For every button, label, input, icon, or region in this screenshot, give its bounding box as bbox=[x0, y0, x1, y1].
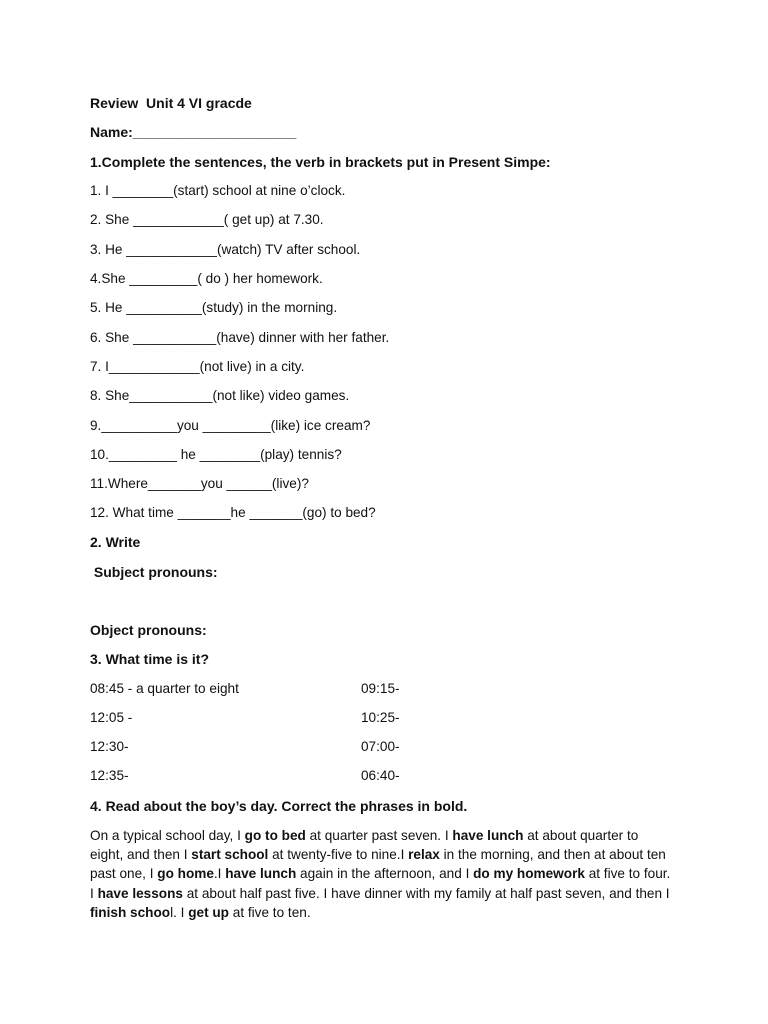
worksheet-title: Review Unit 4 VI gracde bbox=[90, 95, 252, 111]
exercise-item-10: 10._________ he ________(play) tennis? bbox=[90, 447, 342, 462]
paragraph-text: at five to four. I bbox=[90, 866, 671, 901]
time-item-left-4: 12:35- bbox=[90, 768, 129, 783]
bold-phrase: go to bed bbox=[244, 828, 306, 843]
name-field-label: Name:_____________________ bbox=[90, 124, 297, 140]
exercise-item-8: 8. She___________(not like) video games. bbox=[90, 388, 350, 403]
paragraph-text: at twenty-five to nine.I bbox=[268, 847, 409, 863]
section-2-heading: 2. Write bbox=[90, 534, 141, 550]
paragraph-text: .I bbox=[213, 866, 226, 882]
boys-day-paragraph bbox=[90, 826, 675, 922]
exercise-item-12: 12. What time _______he _______(go) to bed? bbox=[90, 505, 376, 520]
section-3-heading: 3. What time is it? bbox=[90, 651, 210, 667]
exercise-item-2: 2. She ____________( get up) at 7.30. bbox=[90, 212, 324, 227]
exercise-item-4: 4.She _________( do ) her homework. bbox=[90, 271, 323, 286]
bold-phrase: have lunch bbox=[452, 828, 524, 843]
time-item-right-1: 09:15- bbox=[361, 681, 400, 696]
time-item-left-1: 08:45 - a quarter to eight bbox=[90, 681, 239, 696]
time-item-right-2: 10:25- bbox=[361, 710, 400, 725]
time-item-right-4: 06:40- bbox=[361, 768, 400, 783]
paragraph-text: at about half past five. I have dinner with my family at half past seven, and then I bbox=[182, 885, 670, 901]
bold-phrase: relax bbox=[408, 847, 440, 863]
paragraph-text: at quarter past seven. I bbox=[305, 828, 453, 843]
exercise-item-7: 7. I____________(not live) in a city. bbox=[90, 359, 305, 374]
bold-phrase: finish schoo bbox=[90, 904, 171, 920]
worksheet-page bbox=[90, 0, 690, 1024]
paragraph-text: at five to ten. bbox=[228, 904, 311, 920]
time-item-right-3: 07:00- bbox=[361, 739, 400, 754]
bold-phrase: do my homework bbox=[473, 866, 585, 882]
time-item-left-2: 12:05 - bbox=[90, 710, 133, 725]
exercise-item-1: 1. I ________(start) school at nine o’clock. bbox=[90, 183, 346, 198]
exercise-item-11: 11.Where_______you ______(live)? bbox=[90, 476, 309, 491]
exercise-item-6: 6. She ___________(have) dinner with her father. bbox=[90, 330, 390, 345]
paragraph-text: On a typical school day, I bbox=[90, 828, 245, 843]
subject-pronouns-label: Subject pronouns: bbox=[90, 564, 218, 580]
paragraph-text: at about quarter to eight, and then I bbox=[90, 828, 639, 863]
bold-phrase: go home bbox=[157, 866, 214, 882]
object-pronouns-label: Object pronouns: bbox=[90, 622, 207, 638]
paragraph-text: in the morning, and then at about ten past one, I bbox=[90, 847, 666, 882]
paragraph-text: again in the afternoon, and I bbox=[296, 866, 474, 882]
bold-phrase: start school bbox=[191, 847, 269, 863]
section-1-heading: 1.Complete the sentences, the verb in brackets put in Present Simpe: bbox=[90, 154, 551, 170]
time-item-left-3: 12:30- bbox=[90, 739, 129, 754]
paragraph-text: l. I bbox=[170, 904, 189, 920]
bold-phrase: get up bbox=[188, 904, 229, 920]
exercise-item-5: 5. He __________(study) in the morning. bbox=[90, 300, 338, 315]
section-4-heading: 4. Read about the boy’s day. Correct the phrases in bold. bbox=[90, 798, 468, 814]
exercise-item-9: 9.__________you _________(like) ice cream? bbox=[90, 418, 371, 433]
bold-phrase: have lunch bbox=[225, 866, 297, 882]
bold-phrase: have lessons bbox=[97, 885, 183, 901]
exercise-item-3: 3. He ____________(watch) TV after school. bbox=[90, 242, 361, 257]
